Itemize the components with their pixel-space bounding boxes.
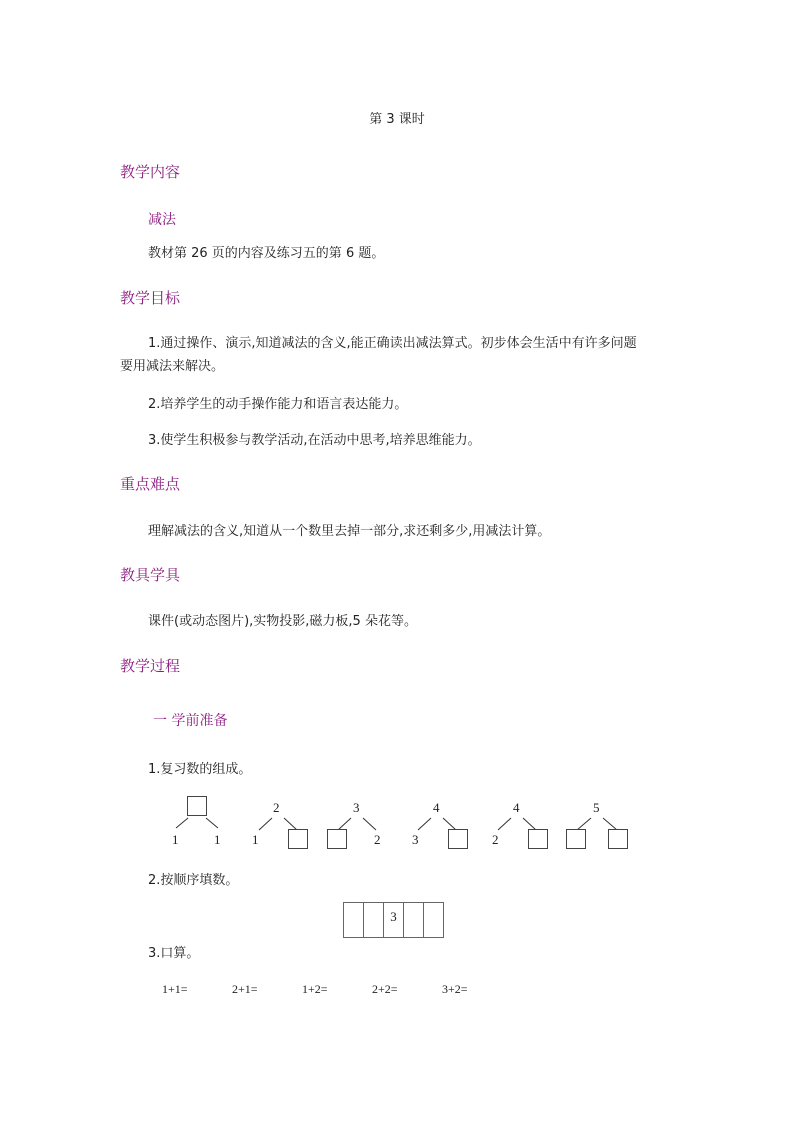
sequence-cell: 3: [383, 902, 404, 938]
question-1: 1.复习数的组成。: [148, 762, 252, 777]
sequence-cell: [343, 902, 364, 938]
topic-subtraction: 减法: [148, 212, 176, 228]
composition-box-6-right: [608, 829, 628, 849]
oral-item-2: 2+1=: [232, 982, 258, 996]
sequence-cell: [403, 902, 424, 938]
composition-box-6-left: [566, 829, 586, 849]
oral-item-4: 2+2=: [372, 982, 398, 996]
composition-1-left: 1: [172, 832, 179, 847]
heading-teaching-tools: 教具学具: [120, 566, 181, 584]
composition-4-left: 3: [412, 832, 419, 847]
sequence-cell: [423, 902, 444, 938]
composition-5-left: 2: [492, 832, 499, 847]
heading-teaching-goals: 教学目标: [120, 289, 181, 307]
lesson-title: 第 3 课时: [369, 112, 425, 127]
goal-3: 3.使学生积极参与教学活动,在活动中思考,培养思维能力。: [148, 433, 481, 448]
composition-1-right: 1: [214, 832, 221, 847]
composition-3-right: 2: [374, 832, 381, 847]
composition-5-top: 4: [513, 800, 520, 815]
part-1-heading: 一 学前准备: [153, 713, 228, 729]
composition-4-top: 4: [433, 800, 440, 815]
goal-1-line-1: 1.通过操作、演示,知道减法的含义,能正确读出减法算式。初步体会生活中有许多问题: [148, 336, 637, 351]
oral-item-5: 3+2=: [442, 982, 468, 996]
heading-teaching-content: 教学内容: [120, 163, 181, 181]
key-points-text: 理解减法的含义,知道从一个数里去掉一部分,求还剩多少,用减法计算。: [148, 524, 551, 539]
heading-key-points: 重点难点: [120, 475, 181, 493]
composition-box-5-right: [528, 829, 548, 849]
composition-3-top: 3: [353, 800, 360, 815]
composition-2-left: 1: [252, 832, 259, 847]
heading-teaching-process: 教学过程: [120, 657, 181, 675]
sequence-boxes: [344, 902, 444, 938]
tools-text: 课件(或动态图片),实物投影,磁力板,5 朵花等。: [148, 614, 417, 629]
sequence-cell: [363, 902, 384, 938]
composition-6-top: 5: [593, 800, 600, 815]
composition-box-3-left: [327, 829, 347, 849]
oral-item-1: 1+1=: [162, 982, 188, 996]
goal-1-line-2: 要用减法来解决。: [120, 359, 225, 374]
composition-box-4-right: [448, 829, 468, 849]
composition-box-top-1: [187, 796, 207, 816]
composition-box-2-right: [288, 829, 308, 849]
composition-2-top: 2: [273, 800, 280, 815]
question-2: 2.按顺序填数。: [148, 873, 239, 888]
question-3: 3.口算。: [148, 946, 200, 961]
goal-2: 2.培养学生的动手操作能力和语言表达能力。: [148, 397, 408, 412]
oral-item-3: 1+2=: [302, 982, 328, 996]
content-text: 教材第 26 页的内容及练习五的第 6 题。: [148, 246, 385, 261]
